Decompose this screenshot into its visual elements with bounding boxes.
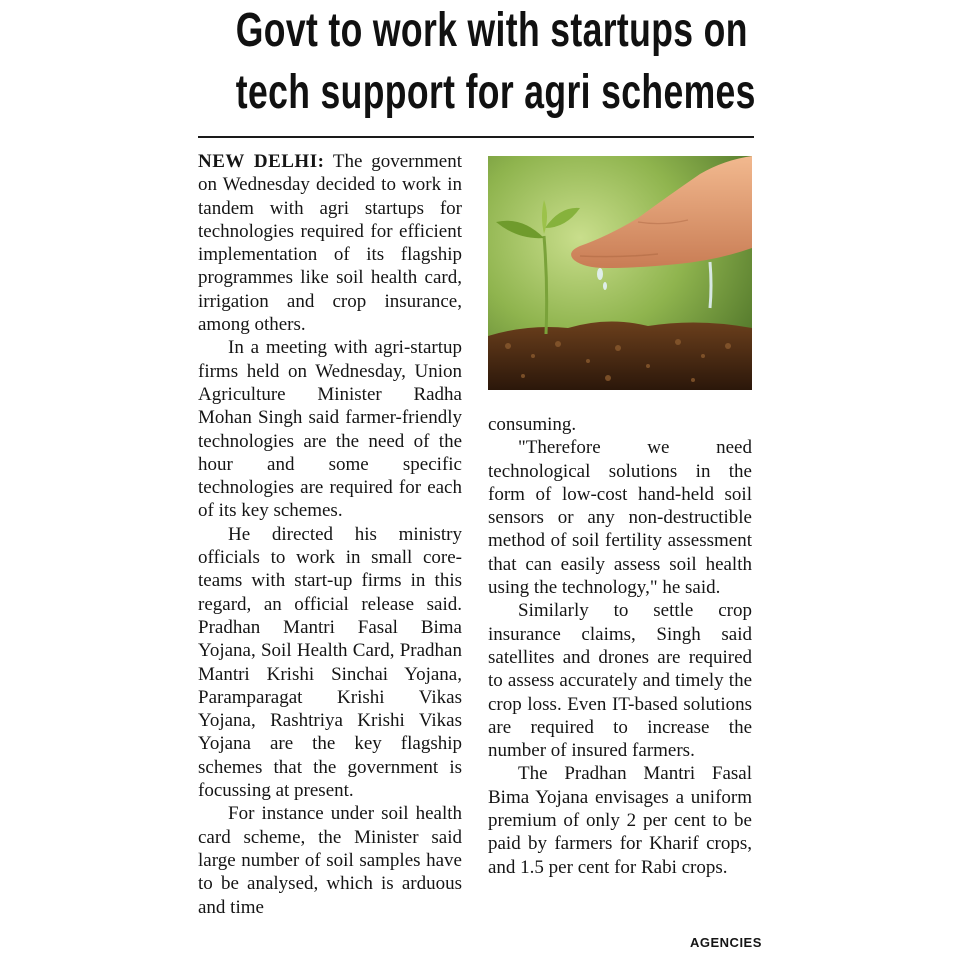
headline-rule xyxy=(198,136,754,138)
paragraph-4-start: For instance under soil health card scheme, the Minister said large number of soil samples have to be analysed, which is arduous and time xyxy=(198,803,462,918)
headline xyxy=(150,0,810,124)
article-column-right xyxy=(488,413,752,879)
paragraph-1-text: The government on Wednesday decided to work in tandem with agri startups for technologies required for efficient implementation of its flagship programmes like soil health card, irrigation and crop insurance, among others. xyxy=(198,151,462,336)
paragraph-2: In a meeting with agri-startup firms held on Wednesday, Union Agriculture Minister Radha Mohan Singh said farmer-friendly technologies are the need of the hour and some specific technologies are required for each of its key schemes. xyxy=(198,337,462,522)
paragraph-3: He directed his ministry officials to work in small core-teams with start-up firms in this regard, an official release said. Pradhan Mantri Fasal Bima Yojana, Soil Health Card, Pradhan Mantri Krishi Sinchai Yojana, Paramparagat Krishi Vikas Yojana, Rashtriya Krishi Vikas Yojana are the key flagship schemes that the government is focussing at present. xyxy=(198,523,462,802)
seedling-watering-photo xyxy=(488,156,752,390)
agency-credit: AGENCIES xyxy=(690,935,762,950)
paragraph-6: Similarly to settle crop insurance claims, Singh said satellites and drones are required to assess accurately and timely the crop loss. Even IT-based solutions are required to increase the number of insured farmers. xyxy=(488,600,752,762)
paragraph-7: The Pradhan Mantri Fasal Bima Yojana envisages a uniform premium of only 2 per cent to be paid by farmers for Kharif crops, and 1.5 per cent for Rabi crops. xyxy=(488,763,752,878)
paragraph-4-end: consuming. xyxy=(488,414,577,435)
paragraph-5: "Therefore we need technological solutions in the form of low-cost hand-held soil sensors or any non-destructible method of soil fertility assessment that can easily assess soil health using the technology," he said. xyxy=(488,437,752,599)
dateline: NEW DELHI: xyxy=(198,151,325,172)
headline-line-2: tech support for agri schemes xyxy=(235,66,756,119)
article-column-left xyxy=(198,150,462,919)
headline-line-1: Govt to work with startups on xyxy=(235,4,748,57)
paragraph-1 xyxy=(198,150,462,336)
